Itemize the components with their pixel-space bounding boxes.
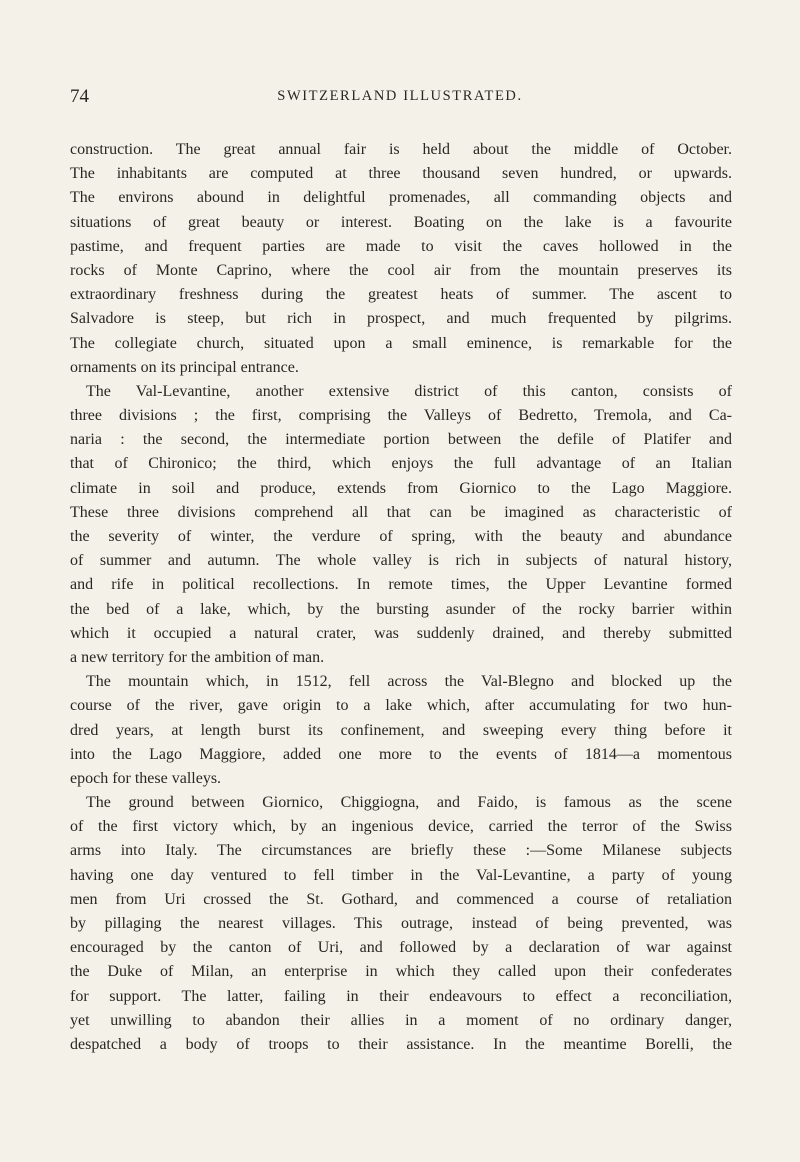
text-line: men from Uri crossed the St. Gothard, and commenced a course of retaliation [70, 890, 732, 908]
text-line: dred years, at length burst its confinement, and sweeping every thing before it [70, 721, 732, 739]
text-line: for support. The latter, failing in their endeavours to effect a reconciliation, [70, 987, 732, 1005]
text-line: rocks of Monte Caprino, where the cool air from the mountain preserves its [70, 261, 732, 279]
page-number: 74 [70, 86, 89, 107]
text-line: extraordinary freshness during the greatest heats of summer. The ascent to [70, 286, 732, 304]
text-line: course of the river, gave origin to a lake which, after accumulating for two hun- [70, 697, 732, 715]
text-line: situations of great beauty or interest. Boating on the lake is a favourite [70, 213, 732, 231]
text-line: of the first victory which, by an ingenious device, carried the terror of the Swiss [70, 818, 732, 836]
text-line: arms into Italy. The circumstances are briefly these :—Some Milanese subjects [70, 842, 732, 860]
text-line: into the Lago Maggiore, added one more to the events of 1814—a momentous [70, 745, 732, 763]
text-line: ornaments on its principal entrance. [70, 358, 299, 376]
text-line: yet unwilling to abandon their allies in a moment of no ordinary danger, [70, 1011, 732, 1029]
text-line: a new territory for the ambition of man. [70, 648, 325, 666]
text-line: naria : the second, the intermediate portion between the defile of Platifer and [70, 431, 732, 449]
text-line: construction. The great annual fair is held about the middle of October. [70, 141, 732, 158]
text-line: Salvadore is steep, but rich in prospect, and much frequented by pilgrims. [70, 310, 732, 328]
text-line: The inhabitants are computed at three thousand seven hundred, or upwards. [70, 165, 732, 183]
text-line: pastime, and frequent parties are made to visit the caves hollowed in the [70, 237, 732, 255]
text-line: These three divisions comprehend all that can be imagined as characteristic of [70, 503, 732, 521]
text-line: epoch for these valleys. [70, 769, 222, 787]
text-line: The Val-Levantine, another extensive district of this canton, consists of [86, 382, 732, 400]
text-line: having one day ventured to fell timber in the Val-Levantine, a party of young [70, 866, 732, 884]
text-line: by pillaging the nearest villages. This outrage, instead of being prevented, was [70, 915, 732, 932]
text-line: The mountain which, in 1512, fell across the Val-Blegno and blocked up the [86, 673, 732, 691]
text-line: that of Chironico; the third, which enjoys the full advantage of an Italian [70, 455, 732, 473]
text-line: three divisions ; the first, comprising the Valleys of Bedretto, Tremola, and Ca- [70, 407, 732, 425]
text-line: the severity of winter, the verdure of spring, with the beauty and abundance [70, 528, 732, 545]
text-line: The collegiate church, situated upon a small eminence, is remarkable for the [70, 334, 732, 352]
text-line: encouraged by the canton of Uri, and followed by a declaration of war against [70, 939, 732, 957]
running-title: SWITZERLAND ILLUSTRATED. [277, 88, 523, 104]
text-line: despatched a body of troops to their assistance. In the meantime Borelli, the [70, 1035, 732, 1053]
text-line: climate in soil and produce, extends from Giornico to the Lago Maggiore. [70, 479, 732, 497]
body-text [70, 138, 732, 1057]
page-header [70, 86, 730, 116]
text-line: of summer and autumn. The whole valley is rich in subjects of natural history, [70, 552, 732, 570]
text-line: the bed of a lake, which, by the bursting asunder of the rocky barrier within [70, 600, 732, 618]
text-line: The ground between Giornico, Chiggiogna, and Faido, is famous as the scene [86, 794, 732, 812]
text-line: The environs abound in delightful promenades, all commanding objects and [70, 189, 732, 207]
text-line: the Duke of Milan, an enterprise in which they called upon their confederates [70, 963, 732, 981]
text-line: and rife in political recollections. In remote times, the Upper Levantine formed [70, 576, 732, 594]
text-line: which it occupied a natural crater, was suddenly drained, and thereby submitted [70, 624, 732, 642]
